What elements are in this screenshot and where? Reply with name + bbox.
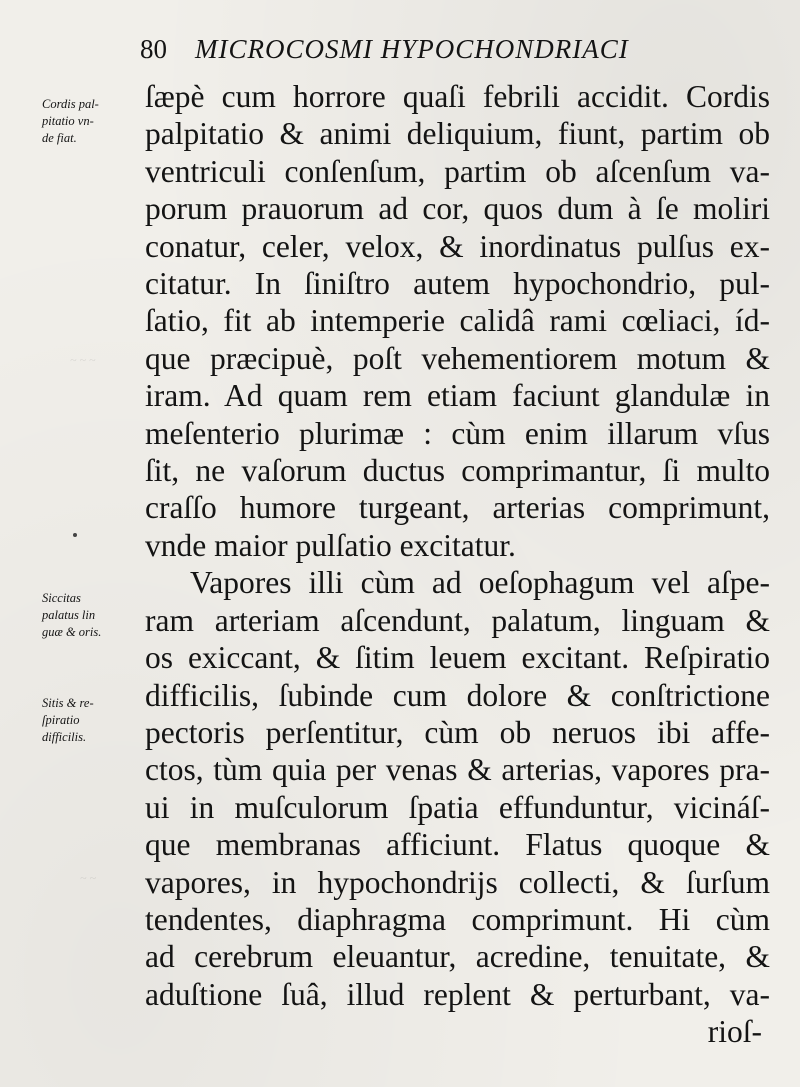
text-line: vnde maior pulſatio excitatur. bbox=[145, 527, 516, 563]
text-line: meſenterio plurimæ : cùm enim illarum vſus bbox=[145, 415, 770, 451]
margin-note-line: ſpiratio bbox=[42, 713, 80, 727]
margin-note-siccitas bbox=[42, 590, 134, 641]
text-line: palpitatio & animi deliquium, fiunt, partim ob bbox=[145, 116, 770, 152]
text-line: que præcipuè, poſt vehementiorem motum & bbox=[145, 340, 770, 376]
margin-note-line: pitatio vn- bbox=[42, 114, 94, 128]
text-line: ſæpè cum horrore quaſi febrili accidit. Cordis bbox=[145, 79, 770, 114]
text-line: ventriculi conſenſum, partim ob aſcenſum va- bbox=[145, 153, 770, 189]
text-line: conatur, celer, velox, & inordinatus pulſus ex- bbox=[145, 228, 770, 264]
show-through-mark: ~ ~ bbox=[80, 871, 96, 885]
text-line: iram. Ad quam rem etiam faciunt glandulæ in bbox=[145, 378, 770, 414]
running-head: MICROCOSMI HYPOCHONDRIACI bbox=[195, 34, 629, 64]
text-line: ſit, ne vaſorum ductus comprimantur, ſi multo bbox=[145, 453, 770, 489]
page-number: 80 bbox=[140, 34, 167, 64]
margin-note-line: Sitis & re- bbox=[42, 696, 94, 710]
text-line: porum prauorum ad cor, quos dum à ſe moliri bbox=[145, 191, 770, 227]
text-line: tendentes, diaphragma comprimunt. Hi cùm bbox=[145, 901, 770, 937]
margin-note-line: palatus lin bbox=[42, 608, 96, 622]
text-line: difficilis, ſubinde cum dolore & conſtrictione bbox=[145, 677, 770, 713]
text-line: ui in muſculorum ſpatia effunduntur, vicináſ- bbox=[145, 789, 770, 825]
text-line: os exiccant, & ſitim leuem excitant. Reſpiratio bbox=[145, 640, 770, 676]
catchword: rioſ- bbox=[707, 1014, 762, 1050]
text-line: Vapores illi cùm ad oeſophagum vel aſpe- bbox=[190, 565, 770, 601]
margin-note-sitis-respiratio bbox=[42, 695, 134, 746]
text-line: que membranas afficiunt. Flatus quoque & bbox=[145, 827, 770, 863]
margin-note-line: difficilis. bbox=[42, 730, 87, 744]
margin-note-line: de fiat. bbox=[42, 131, 77, 145]
page-header bbox=[140, 34, 770, 74]
margin-note-line: Cordis pal- bbox=[42, 97, 99, 111]
text-line: ram arteriam aſcendunt, palatum, linguam & bbox=[145, 602, 770, 638]
text-line: pectoris perſentitur, cùm ob neruos ibi affe- bbox=[145, 714, 770, 750]
text-line: citatur. In ſiniſtro autem hypochondrio, pul- bbox=[145, 266, 770, 302]
text-line: vapores, in hypochondrijs collecti, & ſurſum bbox=[145, 864, 770, 900]
text-line: ad cerebrum eleuantur, acredine, tenuitate, & bbox=[145, 939, 770, 975]
text-line: craſſo humore turgeant, arterias comprimunt, bbox=[145, 490, 770, 526]
text-line: aduſtione ſuâ, illud replent & perturbant, va- bbox=[145, 976, 770, 1012]
show-through-mark: ~ ~ ~ bbox=[70, 353, 96, 367]
margin-note-cordis-palpitatio bbox=[42, 96, 134, 147]
ink-speck bbox=[73, 533, 77, 537]
margin-note-line: guæ & oris. bbox=[42, 625, 102, 639]
margin-note-line: Siccitas bbox=[42, 591, 81, 605]
text-line: ctos, tùm quia per venas & arterias, vapores pra- bbox=[145, 752, 770, 788]
text-line: ſatio, fit ab intemperie calidâ rami cœliaci, íd- bbox=[145, 303, 770, 339]
body-text bbox=[145, 78, 770, 1078]
